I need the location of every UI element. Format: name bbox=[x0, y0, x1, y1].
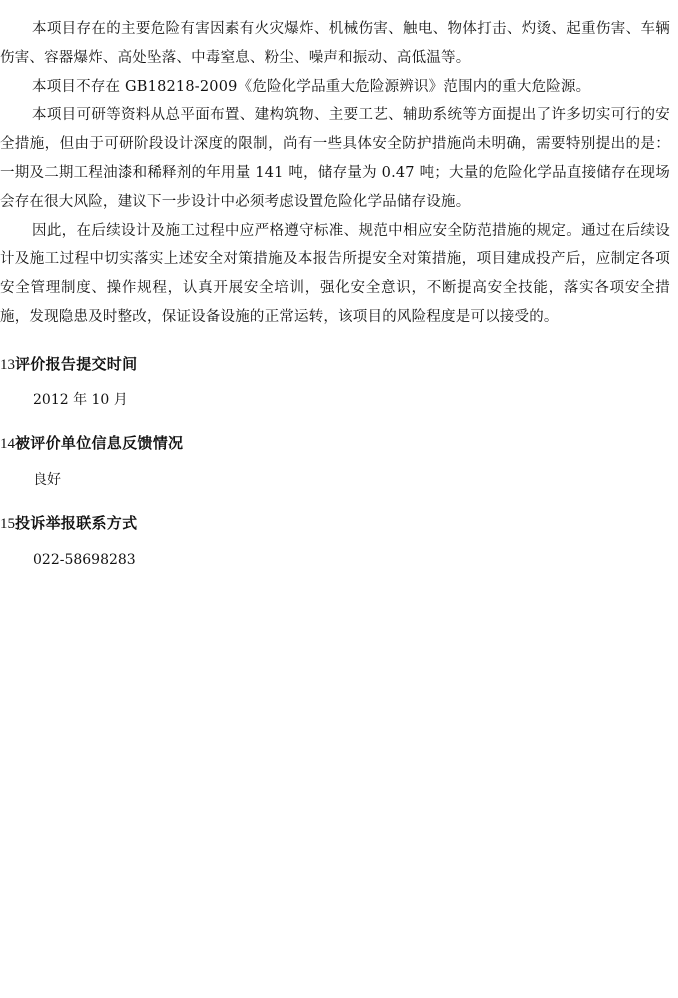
section-title: 被评价单位信息反馈情况 bbox=[15, 433, 184, 452]
spacer bbox=[0, 411, 670, 432]
section-title: 投诉举报联系方式 bbox=[15, 513, 138, 532]
section-heading bbox=[0, 353, 670, 376]
section-value: 2012 年 10 月 bbox=[33, 391, 128, 408]
section-report-submission bbox=[0, 353, 670, 411]
section-heading bbox=[0, 512, 670, 535]
section-value: 良好 bbox=[33, 471, 61, 488]
section-number: 15 bbox=[0, 515, 15, 532]
section-complaint-contact bbox=[0, 512, 670, 571]
section-heading bbox=[0, 432, 670, 455]
section-number: 14 bbox=[0, 435, 15, 452]
paragraph-major-hazard-source: 本项目不存在 GB18218-2009《危险化学品重大危险源辨识》范围内的重大危险源。 bbox=[32, 78, 591, 95]
paragraph-hazards: 本项目存在的主要危险有害因素有火灾爆炸、机械伤害、触电、物体打击、灼烫、起重伤害、车辆伤害、容器爆炸、高处坠落、中毒窒息、粉尘、噪声和振动、高低温等。 bbox=[0, 21, 670, 66]
section-number: 13 bbox=[0, 356, 15, 373]
section-title: 评价报告提交时间 bbox=[15, 354, 138, 373]
section-feedback bbox=[0, 432, 670, 491]
section-value: 022-58698283 bbox=[33, 551, 136, 568]
spacer bbox=[0, 491, 670, 512]
paragraph-conclusion: 因此，在后续设计及施工过程中应严格遵守标准、规范中相应安全防范措施的规定。通过在后续设计及施工过程中切实落实上述安全对策措施及本报告所提安全对策措施，项目建成投产后，应制定各项安全管理制度、操作规程，认真开展安全培训，强化安全意识，不断提高安全技能，落实各项安全措施，发现隐患及时整改，保证设备设施的正常运转，该项目的风险程度是可以接受的。 bbox=[0, 222, 670, 325]
spacer bbox=[0, 332, 670, 353]
paragraph-safety-measures: 本项目可研等资料从总平面布置、建构筑物、主要工艺、辅助系统等方面提出了许多切实可行的安全措施，但由于可研阶段设计深度的限制，尚有一些具体安全防护措施尚未明确，需要特别提出的是：一期及二期工程油漆和稀释剂的年用量 141 吨，储存量为 0.47 吨；大量的危险化学品直接储存在现场会存在很大风险，建议下一步设计中必须考虑设置危险化学品储存设施。 bbox=[0, 107, 670, 210]
